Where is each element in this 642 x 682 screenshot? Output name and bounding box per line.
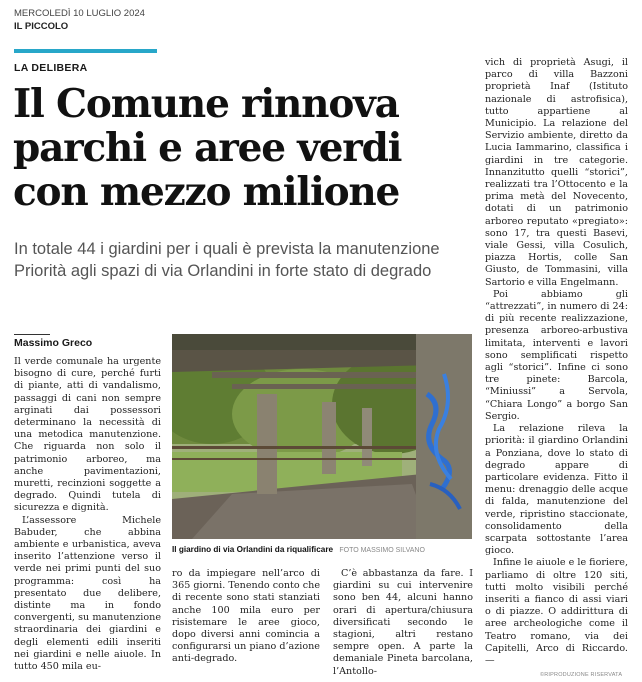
paragraph: La relazione rileva la priorità: il giardino Orlandini a Ponziana, dove lo stato di degrado appare di particolare evidenza. Fitto il menu: drenaggio delle acque di falda, manutenzione del verde, ripristino staccionate, consolidamento della scarpata sottostante l’area gioco. (485, 423, 628, 557)
headline (13, 82, 473, 214)
issue-date: MERCOLEDÌ 10 LUGLIO 2024 (14, 8, 145, 19)
author-rule (14, 334, 50, 335)
pergola-garden-photo (172, 334, 472, 539)
newspaper-name: IL PICCOLO (14, 21, 69, 32)
subheadline-line: In totale 44 i giardini per i quali è prevista la manutenzione (14, 240, 440, 258)
article-column-4 (485, 57, 628, 667)
article-column-2 (172, 568, 320, 666)
article-photo (172, 334, 472, 539)
subheadline (14, 238, 474, 282)
headline-line: parchi e aree verdi (13, 125, 402, 171)
paragraph: C’è abbastanza da fare. I giardini su cui intervenire sono ben 44, alcuni hanno orari di apertura/chiusura diversificati secondo le stagioni, altri restano sempre open. A parte la demaniale Pineta barcolana, l’Antollo- (333, 568, 473, 677)
headline-line: Il Comune rinnova (13, 81, 399, 127)
subheadline-line: Priorità agli spazi di via Orlandini in forte stato di degrado (14, 262, 432, 280)
masthead (14, 7, 145, 33)
photo-caption (172, 545, 472, 554)
kicker: LA DELIBERA (14, 62, 88, 74)
copyright-notice: ©RIPRODUZIONE RISERVATA (540, 672, 623, 678)
paragraph: L’assessore Michele Babuder, che abbina ambiente e urbanistica, aveva inserito l’attenzione verso il verde nei primi punti del suo programma: così ha presentato due delibere, distinte ma in fondo convergenti, su manutenzione straordinaria dei giardini e degli elementi edili inseriti nei giardini e nelle aiuole. In tutto 450 mila eu- (14, 514, 161, 673)
paragraph: Poi abbiamo gli “attrezzati”, in numero di 24: di più recente realizzazione, presenza arboreo-arbustiva limitata, interventi e lavori sono semplificati rispetto agli “storici”. Infine ci sono tre pinete: Barcola, “Miniussi” a Servola, “Chiara Longo” a borgo San Sergio. (485, 288, 628, 422)
paragraph: ro da impiegare nell’arco di 365 giorni. Tenendo conto che di recente sono stati stanziati anche 100 mila euro per risistemare le aree gioco, dopo diversi anni comincia a configurarsi un piano d’azione anti-degrado. (172, 568, 320, 665)
paragraph: Infine le aiuole e le fioriere, parliamo di oltre 120 siti, tutti molto visibili perché inseriti a fianco di assi viari o di piazze. O addirittura di aree archeologiche come il Teatro romano, via dei Capitelli, Arco di Riccardo. — (485, 557, 628, 666)
photo-credit: FOTO MASSIMO SILVANO (339, 547, 425, 554)
paragraph: vich di proprietà Asugi, il parco di villa Bazzoni proprietà Inaf (Istituto nazionale di astrofisica), tutto appartiene al Municipio. La relazione del Servizio ambiente, diretto da Lucia Iammarino, classifica i giardini in tre categorie. Innanzitutto quelli “storici”, realizzati tra l’Ottocento e la prima metà del Novecento, dotati di un patrimonio arboreo reputato «pregiato»: sono 17, tra questi Basevi, viale Gessi, villa Cosulich, piazza Hortis, colle San Giusto, de Tommasini, villa Sartorio e villa Engelmann. (485, 57, 628, 288)
paragraph: Il verde comunale ha urgente bisogno di cure, perché furti di piante, atti di vandalismo, passaggi di cani non sempre arginati dai possessori determinano la necessità di una metodica manutenzione. Che riguarda non solo il patrimonio arboreo, ma anche pavimentazioni, muretti, recinzioni soggette a degrado. Quindi tutela di sicurezza e dignità. (14, 356, 161, 514)
headline-line: con mezzo milione (13, 169, 400, 215)
caption-text: Il giardino di via Orlandini da riqualificare (172, 545, 334, 554)
section-accent-rule (14, 49, 157, 53)
byline: Massimo Greco (14, 337, 93, 349)
article-column-3 (333, 568, 473, 678)
article-column-1 (14, 356, 161, 673)
